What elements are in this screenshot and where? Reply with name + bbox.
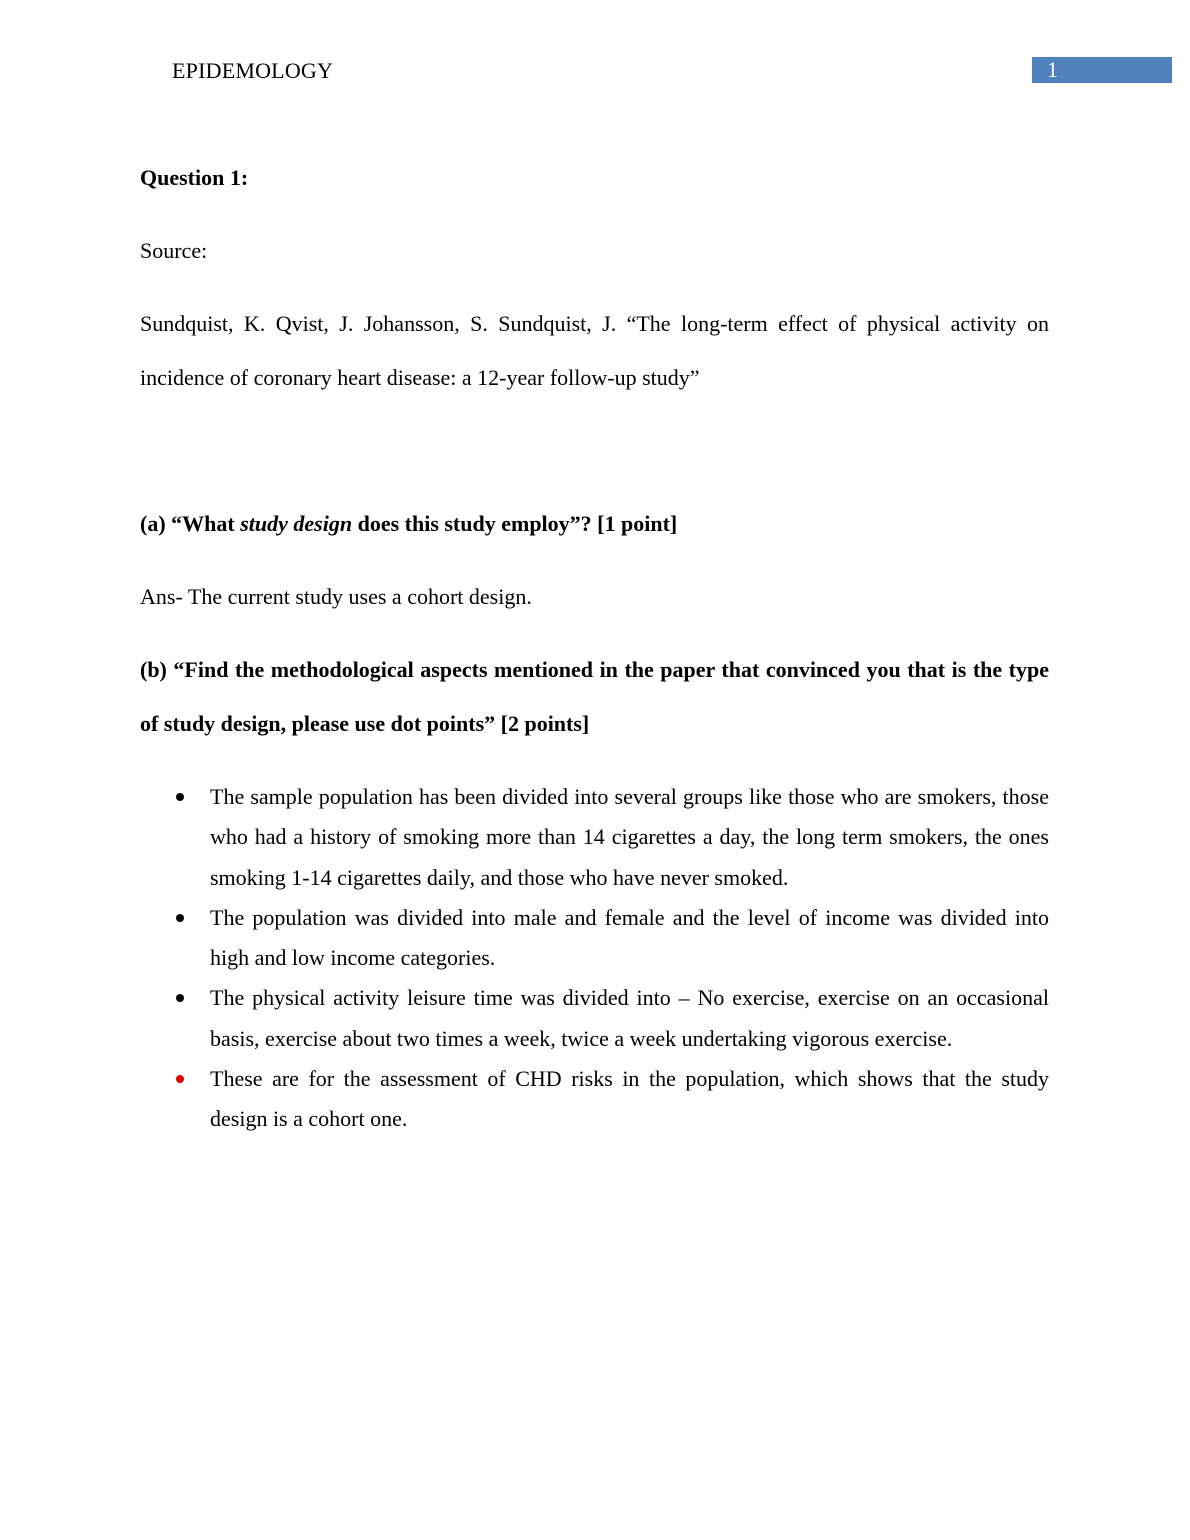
list-item-text: The population was divided into male and female and the level of income was divided into high and low income categories. — [210, 904, 1049, 971]
list-item — [140, 978, 1049, 1059]
question-b: (b) “Find the methodological aspects mentioned in the paper that convinced you that is the type of study design, please use dot points” [2 points] — [140, 657, 1049, 736]
question-title: Question 1: — [140, 165, 249, 190]
list-item-text: The sample population has been divided into several groups like those who are smokers, those who had a history of smoking more than 14 cigarettes a day, the long term smokers, the ones smoking 1-14 cigarettes daily, and those who have never smoked. — [210, 784, 1049, 890]
list-item-text: These are for the assessment of CHD risks in the population, which shows that the study design is a cohort one. — [210, 1066, 1049, 1132]
header-title: EPIDEMOLOGY — [172, 58, 334, 83]
question-a — [140, 497, 1049, 551]
bullet-icon — [176, 793, 184, 801]
bullet-icon — [176, 914, 184, 922]
question-a-prefix: (a) “What — [140, 511, 241, 536]
list-item — [140, 898, 1049, 979]
question-a-suffix: does this study employ”? [1 point] — [352, 511, 678, 536]
bullet-icon — [176, 1075, 184, 1083]
answer-a: Ans- The current study uses a cohort design. — [140, 584, 532, 609]
page-number: 1 — [1047, 57, 1058, 82]
question-a-emphasis: study design — [240, 511, 353, 536]
bullet-icon — [176, 994, 184, 1002]
list-item-text: The physical activity leisure time was divided into – No exercise, exercise on an occasional basis, exercise about two times a week, twice a week undertaking vigorous exercise. — [210, 985, 1049, 1051]
source-label: Source: — [140, 238, 208, 263]
page-number-box — [1032, 57, 1172, 83]
bullet-list — [140, 777, 1049, 1140]
list-item — [140, 1059, 1049, 1140]
list-item — [140, 777, 1049, 898]
citation: Sundquist, K. Qvist, J. Johansson, S. Sundquist, J. “The long-term effect of physical activity on incidence of coronary heart disease: a 12-year follow-up study” — [140, 311, 1049, 390]
